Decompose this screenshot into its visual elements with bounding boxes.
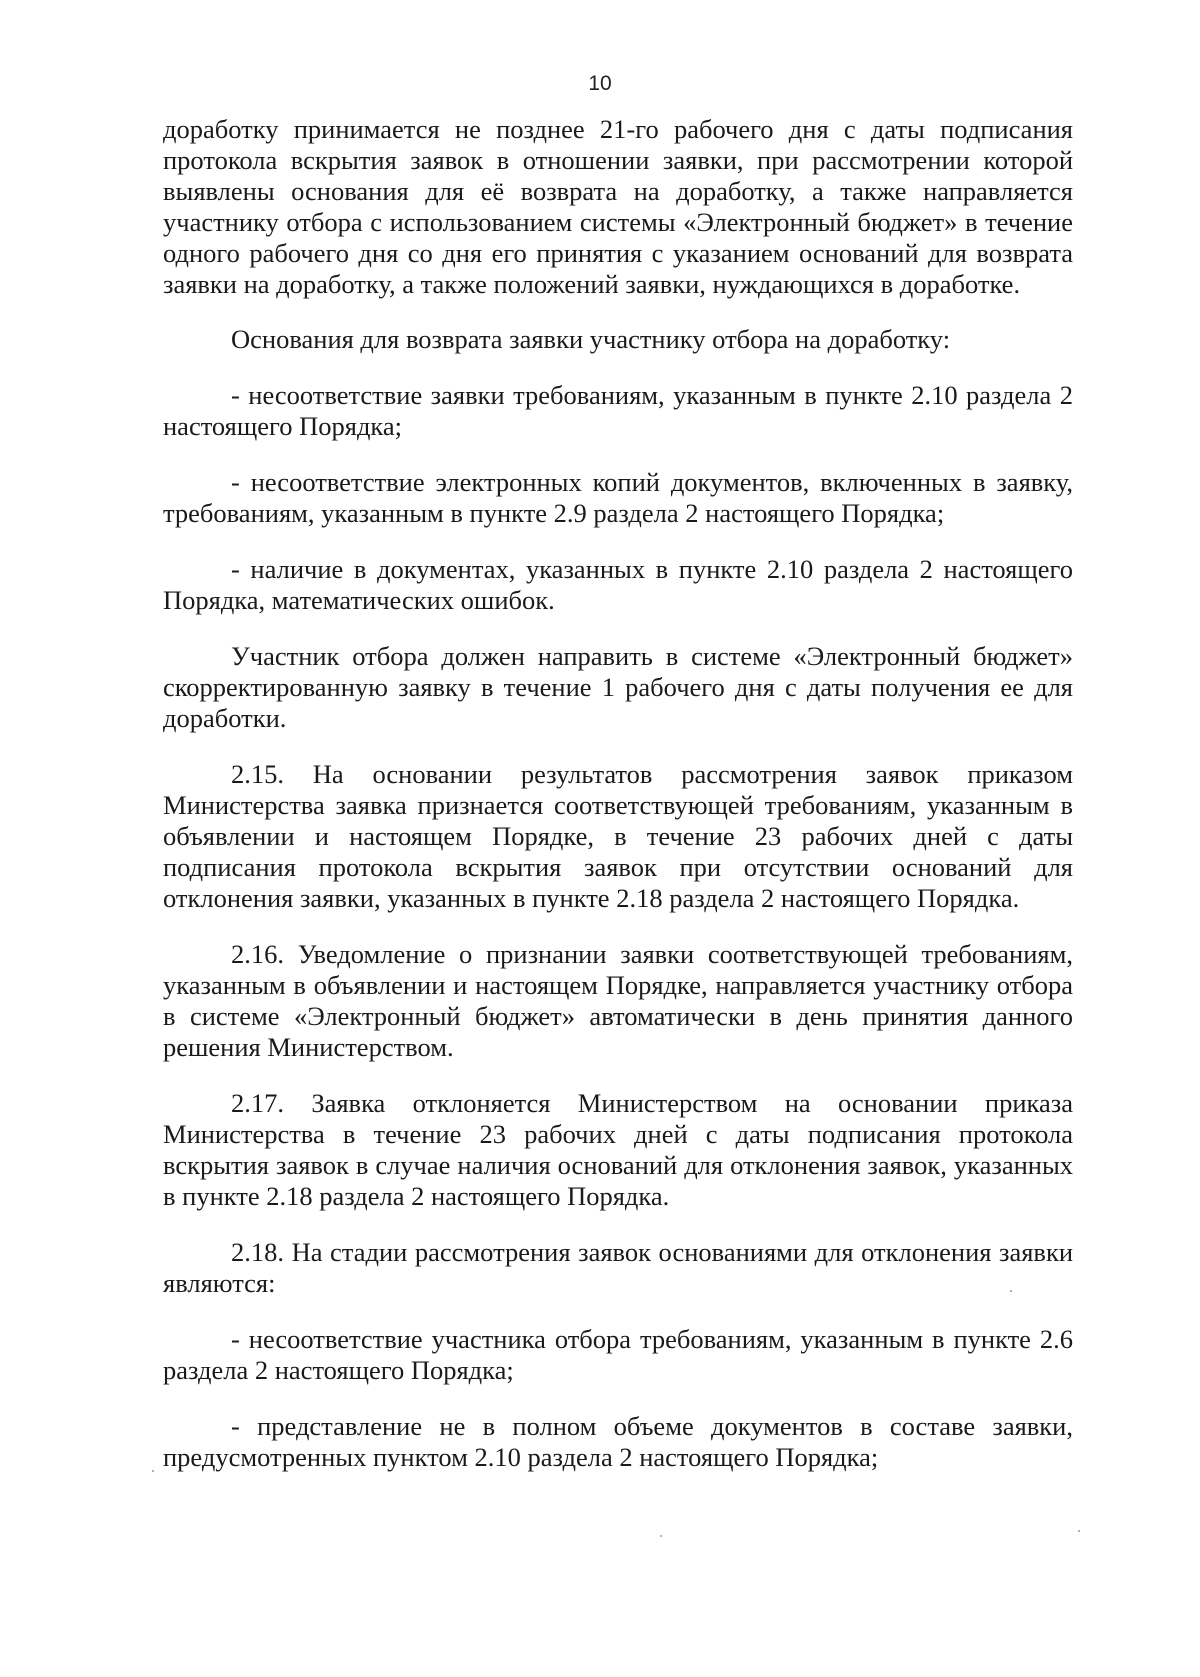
list-item-return-ground-3: - наличие в документах, указанных в пункте 2.10 раздела 2 настоящего Порядка, математических ошибок. <box>163 554 1073 615</box>
paragraph-return-grounds-heading: Основания для возврата заявки участнику отбора на доработку: <box>231 324 951 354</box>
paragraph-resubmission: Участник отбора должен направить в системе «Электронный бюджет» скорректированную заявку в течение 1 рабочего дня с даты получения ее для доработки. <box>163 641 1073 733</box>
clause-2-16: 2.16. Уведомление о признании заявки соответствующей требованиям, указанным в объявлении и настоящем Порядке, направляется участнику отбора в системе «Электронный бюджет» автоматически в день принятия данного решения Министерством. <box>163 939 1073 1062</box>
list-item-rejection-ground-2: - представление не в полном объеме документов в составе заявки, предусмотренных пунктом 2.10 раздела 2 настоящего Порядка; <box>163 1411 1073 1472</box>
clause-2-17: 2.17. Заявка отклоняется Министерством на основании приказа Министерства в течение 23 рабочих дней с даты подписания протокола вскрытия заявок в случае наличия оснований для отклонения заявок, указанных в пункте 2.18 раздела 2 настоящего Порядка. <box>163 1088 1073 1211</box>
page-number: 10 <box>588 72 612 95</box>
scan-speck <box>1078 1530 1080 1532</box>
clause-2-15: 2.15. На основании результатов рассмотрения заявок приказом Министерства заявка признается соответствующей требованиям, указанным в объявлении и настоящем Порядке, в течение 23 рабочих дней с даты подписания протокола вскрытия заявок при отсутствии оснований для отклонения заявки, указанных в пункте 2.18 раздела 2 настоящего Порядка. <box>163 759 1073 913</box>
list-item-return-ground-2: - несоответствие электронных копий документов, включенных в заявку, требованиям, указанным в пункте 2.9 раздела 2 настоящего Порядка; <box>163 467 1073 528</box>
list-item-rejection-ground-1: - несоответствие участника отбора требованиям, указанным в пункте 2.6 раздела 2 настоящего Порядка; <box>163 1324 1073 1385</box>
scan-speck <box>660 1535 662 1537</box>
document-body <box>163 114 1073 1498</box>
list-item-return-ground-1: - несоответствие заявки требованиям, указанным в пункте 2.10 раздела 2 настоящего Порядка; <box>163 380 1073 441</box>
paragraph-continuation: доработку принимается не позднее 21-го рабочего дня с даты подписания протокола вскрытия заявок в отношении заявки, при рассмотрении которой выявлены основания для её возврата на доработку, а также направляется участнику отбора с использованием системы «Электронный бюджет» в течение одного рабочего дня со дня его принятия с указанием оснований для возврата заявки на доработку, а также положений заявки, нуждающихся в доработке. <box>163 114 1073 299</box>
scan-speck <box>1010 1290 1012 1292</box>
scan-speck <box>152 1470 154 1472</box>
clause-2-18: 2.18. На стадии рассмотрения заявок основаниями для отклонения заявки являются: <box>163 1237 1073 1298</box>
